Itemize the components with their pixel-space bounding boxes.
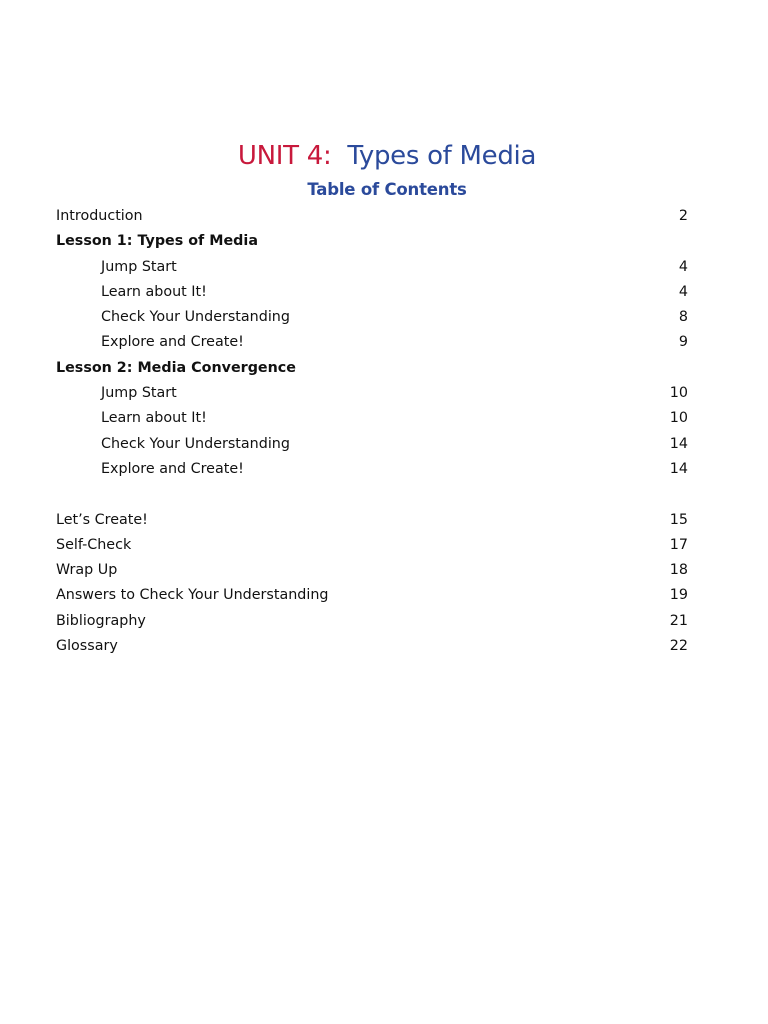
toc-entry-label: Jump Start (101, 258, 177, 275)
toc-entry (56, 381, 688, 406)
unit-number: UNIT 4: (237, 141, 332, 171)
toc-entry-label: Bibliography (56, 612, 146, 629)
toc-entry-page: 14 (669, 435, 688, 452)
toc-entry (56, 558, 688, 583)
unit-name: Types of Media (347, 141, 537, 171)
toc-entry (56, 533, 688, 558)
toc-entry-label: Check Your Understanding (101, 435, 290, 452)
toc-entry-label: Explore and Create! (101, 334, 244, 351)
toc-entry-page: 4 (678, 258, 688, 275)
toc-entry-label: Glossary (56, 638, 118, 655)
toc-lesson-heading (56, 229, 688, 254)
toc-entry (56, 583, 688, 608)
toc-entry-label: Answers to Check Your Understanding (56, 587, 329, 604)
toc-entry-label: Check Your Understanding (101, 309, 290, 326)
toc-entry-page: 4 (678, 283, 688, 300)
toc-lesson-heading (56, 356, 688, 381)
toc-heading: Table of Contents (307, 180, 467, 199)
toc-entry (56, 406, 688, 431)
toc-entry (56, 432, 688, 457)
toc-entry (56, 634, 688, 659)
toc-entry-page: 10 (669, 385, 688, 402)
toc-entry-page: 9 (678, 334, 688, 351)
toc-entry-page: 21 (669, 612, 688, 629)
toc-entry-label: Lesson 2: Media Convergence (56, 359, 296, 376)
toc-entry (56, 330, 688, 355)
toc-entry-label: Explore and Create! (101, 460, 244, 477)
toc-entry-label: Wrap Up (56, 562, 118, 579)
toc-entry-label: Learn about It! (101, 283, 207, 300)
toc-entry (56, 457, 688, 482)
toc-entry-label: Jump Start (101, 385, 177, 402)
toc-entry (56, 280, 688, 305)
toc-entry-page: 17 (669, 536, 688, 553)
unit-title (0, 138, 768, 174)
toc-entry-page: 18 (669, 562, 688, 579)
table-of-contents (56, 204, 688, 659)
toc-entry-page: 14 (669, 460, 688, 477)
toc-entry-page: 15 (669, 511, 688, 528)
toc-entry-label: Learn about It! (101, 410, 207, 427)
toc-entry-page: 22 (669, 638, 688, 655)
toc-entry (56, 255, 688, 280)
toc-entry-label: Let’s Create! (56, 511, 148, 528)
toc-entry-page: 8 (678, 309, 688, 326)
toc-entry (56, 204, 688, 229)
toc-entry-page: 10 (669, 410, 688, 427)
toc-entry-page: 2 (678, 208, 688, 224)
toc-entry (56, 508, 688, 533)
toc-entry-label: Lesson 1: Types of Media (56, 233, 258, 250)
toc-entry (56, 609, 688, 634)
toc-entry (56, 305, 688, 330)
toc-entry-page: 19 (669, 587, 688, 604)
toc-entry-label: Self-Check (56, 536, 132, 553)
toc-entry-label: Introduction (56, 208, 143, 224)
